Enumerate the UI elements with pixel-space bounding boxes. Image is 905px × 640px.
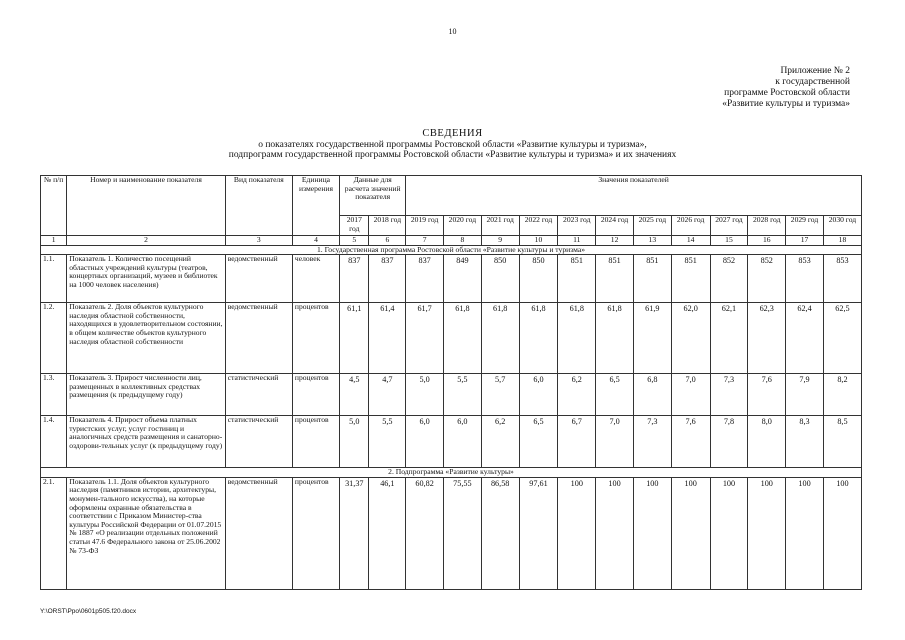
year-header: 2026 год — [671, 216, 710, 236]
indicator-value: 61,1 — [340, 303, 369, 374]
header-values: Значения показателей — [406, 176, 862, 216]
indicator-value: 7,6 — [748, 374, 786, 416]
indicator-kind: статистический — [225, 416, 292, 468]
indicator-value: 853 — [786, 255, 824, 303]
header-num: № п/п — [41, 176, 67, 236]
indicator-unit: процентов — [292, 416, 339, 468]
row-number: 1.4. — [41, 416, 67, 468]
indicator-value: 7,3 — [710, 374, 748, 416]
indicator-value: 6,0 — [406, 416, 444, 468]
indicator-value: 5,0 — [340, 416, 369, 468]
indicator-value: 852 — [710, 255, 748, 303]
indicator-name: Показатель 3. Прирост численности лиц, размещенных в коллективных средствах размещения (к предыдущему году) — [67, 374, 225, 416]
appendix-line: Приложение № 2 — [780, 66, 850, 76]
year-header: 2019 год — [406, 216, 444, 236]
indicator-unit: процентов — [292, 303, 339, 374]
indicator-value: 61,8 — [481, 303, 519, 374]
indicator-value: 850 — [519, 255, 558, 303]
indicator-value: 75,55 — [444, 477, 482, 589]
indicator-value: 61,8 — [519, 303, 558, 374]
indicator-value: 6,5 — [596, 374, 634, 416]
title-heading: СВЕДЕНИЯ — [422, 128, 483, 139]
indicator-value: 7,8 — [710, 416, 748, 468]
indicator-value: 851 — [671, 255, 710, 303]
indicator-value: 7,6 — [671, 416, 710, 468]
indicator-value: 100 — [633, 477, 671, 589]
indicator-value: 837 — [340, 255, 369, 303]
indicator-value: 4,5 — [340, 374, 369, 416]
column-number: 3 — [225, 236, 292, 246]
indicator-name: Показатель 4. Прирост объема платных туристских услуг, услуг гостиниц и аналогичных средств размещения и санаторно-оздорови-тельных услуг (к предыдущему году) — [67, 416, 225, 468]
year-header: 2030 год — [823, 216, 861, 236]
indicator-value: 5,5 — [444, 374, 482, 416]
indicator-kind: статистический — [225, 374, 292, 416]
column-number: 9 — [481, 236, 519, 246]
year-header: 2023 год — [558, 216, 596, 236]
column-number: 14 — [671, 236, 710, 246]
indicator-value: 853 — [823, 255, 861, 303]
indicator-value: 100 — [710, 477, 748, 589]
indicator-value: 7,3 — [633, 416, 671, 468]
header-kind: Вид показателя — [225, 176, 292, 236]
indicator-value: 86,58 — [481, 477, 519, 589]
indicator-value: 6,0 — [444, 416, 482, 468]
year-header: 2028 год — [748, 216, 786, 236]
section-title: 2. Подпрограмма «Развитие культуры» — [41, 468, 862, 478]
indicator-value: 100 — [596, 477, 634, 589]
year-header: 2024 год — [596, 216, 634, 236]
column-number: 12 — [596, 236, 634, 246]
indicator-value: 6,0 — [519, 374, 558, 416]
indicator-value: 100 — [786, 477, 824, 589]
indicator-value: 100 — [823, 477, 861, 589]
indicator-value: 6,8 — [633, 374, 671, 416]
table-row — [41, 303, 862, 374]
column-number: 6 — [369, 236, 406, 246]
indicator-value: 61,7 — [406, 303, 444, 374]
column-number: 1 — [41, 236, 67, 246]
year-header: 2029 год — [786, 216, 824, 236]
indicator-value: 4,7 — [369, 374, 406, 416]
row-number: 1.2. — [41, 303, 67, 374]
title-line: о показателях государственной программы Ростовской области «Развитие культуры и туризма», — [258, 139, 647, 150]
header-unit: Единица измерения — [292, 176, 339, 236]
indicator-value: 100 — [558, 477, 596, 589]
indicator-unit: процентов — [292, 477, 339, 589]
indicator-value: 62,3 — [748, 303, 786, 374]
indicator-name: Показатель 1. Количество посещений областных учреждений культуры (театров, концертных организаций, музеев и библиотек на 1000 человек населения) — [67, 255, 225, 303]
indicator-value: 851 — [596, 255, 634, 303]
indicator-value: 851 — [558, 255, 596, 303]
column-number: 10 — [519, 236, 558, 246]
indicator-kind: ведомственный — [225, 303, 292, 374]
appendix-block — [722, 66, 850, 110]
indicator-value: 5,7 — [481, 374, 519, 416]
indicator-value: 7,9 — [786, 374, 824, 416]
indicator-value: 837 — [369, 255, 406, 303]
indicator-value: 61,8 — [558, 303, 596, 374]
year-header: 2017 год — [340, 216, 369, 236]
indicator-kind: ведомственный — [225, 255, 292, 303]
column-number: 16 — [748, 236, 786, 246]
year-header: 2018 год — [369, 216, 406, 236]
indicator-value: 31,37 — [340, 477, 369, 589]
column-number: 4 — [292, 236, 339, 246]
indicator-value: 8,0 — [748, 416, 786, 468]
column-number: 13 — [633, 236, 671, 246]
year-header: 2022 год — [519, 216, 558, 236]
table-row — [41, 477, 862, 589]
row-number: 1.3. — [41, 374, 67, 416]
indicator-value: 7,0 — [671, 374, 710, 416]
row-number: 1.1. — [41, 255, 67, 303]
column-number: 15 — [710, 236, 748, 246]
indicator-value: 6,7 — [558, 416, 596, 468]
header-base: Данные для расчета значений показателя — [340, 176, 406, 216]
indicator-value: 97,61 — [519, 477, 558, 589]
indicator-value: 850 — [481, 255, 519, 303]
indicator-value: 62,1 — [710, 303, 748, 374]
indicator-value: 837 — [406, 255, 444, 303]
appendix-line: к государственной — [775, 77, 850, 87]
column-number: 17 — [786, 236, 824, 246]
indicator-value: 62,4 — [786, 303, 824, 374]
indicator-value: 8,5 — [823, 416, 861, 468]
indicator-value: 849 — [444, 255, 482, 303]
table-row — [41, 255, 862, 303]
column-number: 8 — [444, 236, 482, 246]
indicator-value: 8,2 — [823, 374, 861, 416]
indicator-kind: ведомственный — [225, 477, 292, 589]
indicator-name: Показатель 2. Доля объектов культурного наследия областной собственности, находящихся в удовлетворительном состоянии, в общем количестве объектов культурного наследия областной собственности — [67, 303, 225, 374]
column-number: 2 — [67, 236, 225, 246]
indicator-value: 6,5 — [519, 416, 558, 468]
indicator-unit: процентов — [292, 374, 339, 416]
indicator-value: 61,9 — [633, 303, 671, 374]
section-title: 1. Государственная программа Ростовской области «Развитие культуры и туризма» — [41, 245, 862, 255]
title-line: подпрограмм государственной программы Ростовской области «Развитие культуры и туризма» и их значениях — [228, 150, 677, 160]
indicator-name: Показатель 1.1. Доля объектов культурного наследия (памятников истории, архитектуры, монумен-тального искусства), на которые оформлены охранные обязательства в соответствии с Приказом Министер-ства культуры Российской Федерации от 01.07.2015 № 1887 «О реализации отдельных положений статьи 47.6 Федерального закона от 25.06.2002 № 73-ФЗ — [67, 477, 225, 589]
year-header: 2020 год — [444, 216, 482, 236]
row-number: 2.1. — [41, 477, 67, 589]
indicator-value: 100 — [748, 477, 786, 589]
indicator-unit: человек — [292, 255, 339, 303]
indicators-table — [40, 175, 862, 590]
year-header: 2021 год — [481, 216, 519, 236]
indicator-value: 6,2 — [481, 416, 519, 468]
file-path-footer: Y:\ORST\Ppo\0601p505.f20.docx — [40, 608, 137, 615]
year-header: 2025 год — [633, 216, 671, 236]
column-number: 18 — [823, 236, 861, 246]
indicator-value: 61,8 — [596, 303, 634, 374]
indicator-value: 851 — [633, 255, 671, 303]
indicator-value: 61,8 — [444, 303, 482, 374]
column-number: 7 — [406, 236, 444, 246]
indicator-value: 61,4 — [369, 303, 406, 374]
appendix-line: программе Ростовской области — [724, 88, 850, 98]
indicator-value: 852 — [748, 255, 786, 303]
document-title — [0, 129, 905, 161]
column-number: 5 — [340, 236, 369, 246]
indicator-value: 46,1 — [369, 477, 406, 589]
indicator-value: 7,0 — [596, 416, 634, 468]
indicator-value: 6,2 — [558, 374, 596, 416]
page-number: 10 — [448, 27, 457, 36]
column-number: 11 — [558, 236, 596, 246]
header-name: Номер и наименование показателя — [67, 176, 225, 236]
indicator-value: 62,5 — [823, 303, 861, 374]
indicator-value: 60,82 — [406, 477, 444, 589]
indicator-value: 100 — [671, 477, 710, 589]
year-header: 2027 год — [710, 216, 748, 236]
indicator-value: 62,0 — [671, 303, 710, 374]
indicator-value: 5,5 — [369, 416, 406, 468]
indicator-value: 8,3 — [786, 416, 824, 468]
appendix-line: «Развитие культуры и туризма» — [722, 99, 850, 109]
table-row — [41, 416, 862, 468]
table-row — [41, 374, 862, 416]
indicator-value: 5,0 — [406, 374, 444, 416]
